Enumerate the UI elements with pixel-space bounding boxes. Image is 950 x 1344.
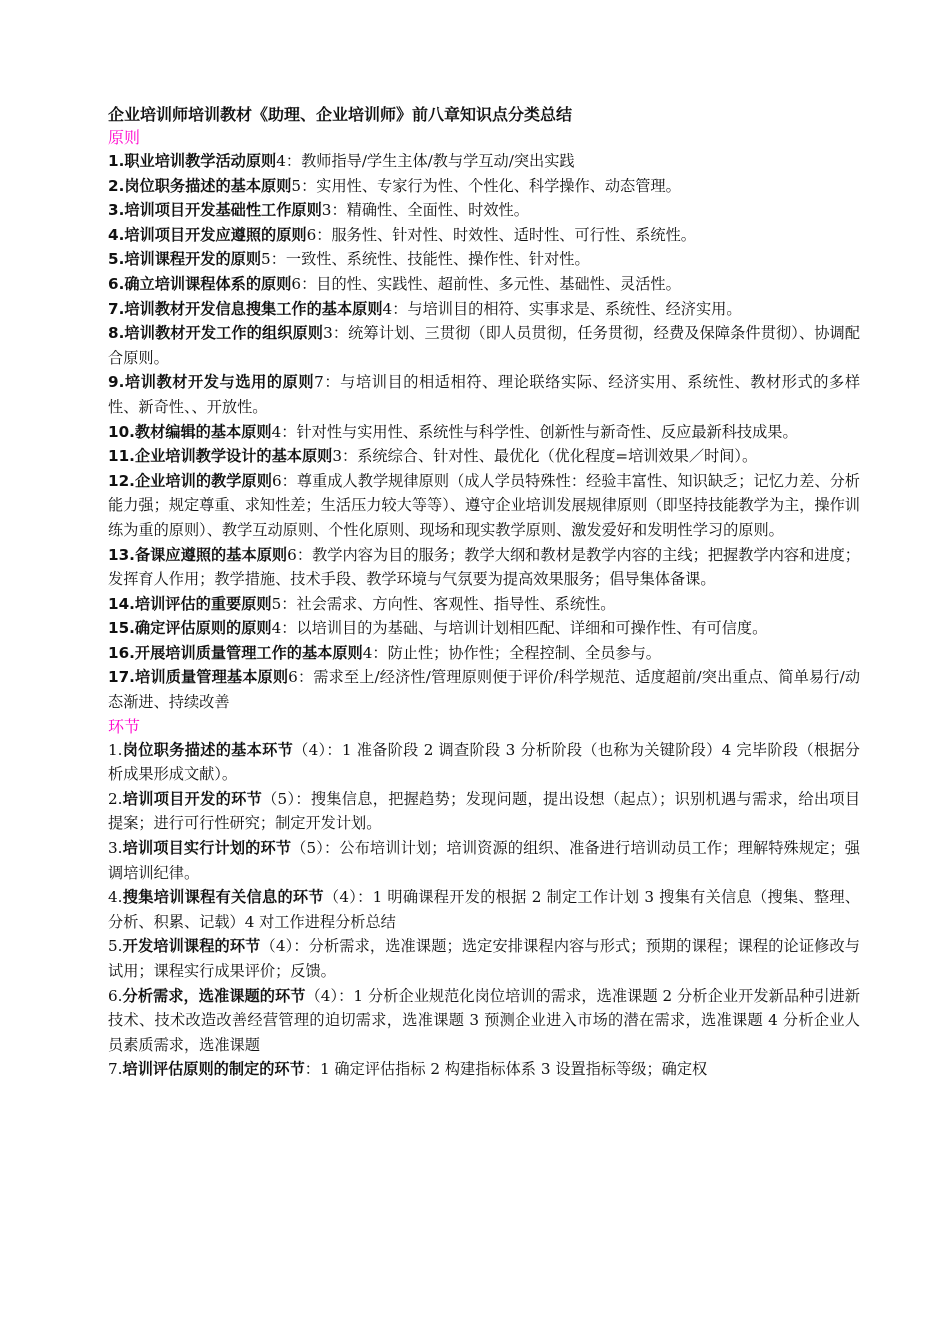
item-heading: 培训项目实行计划的环节 <box>122 839 292 858</box>
item-number: 14. <box>108 594 135 613</box>
list-item <box>108 543 860 592</box>
item-body: 5：实用性、专家行为性、个性化、科学操作、动态管理。 <box>291 176 681 195</box>
item-body: 4：教师指导/学生主体/教与学互动/突出实践 <box>276 152 575 170</box>
list-item <box>108 665 860 714</box>
list-item <box>108 198 860 223</box>
item-number: 4. <box>108 888 123 907</box>
list-item <box>108 1057 860 1082</box>
list-item <box>108 641 860 666</box>
item-body: （5）：搜集信息，把握趋势；发现问题，提出设想（起点）；识别机遇与需求，给出项目提案；进行可行性研究；制定开发计划。 <box>108 789 861 833</box>
list-item <box>108 934 860 983</box>
item-number: 3. <box>108 201 125 220</box>
item-heading: 教材编辑的基本原则 <box>134 422 272 441</box>
list-item <box>108 420 860 445</box>
item-body: 4：以培训目的为基础、与培训计划相匹配、详细和可操作性、有可信度。 <box>271 619 768 638</box>
item-number: 2. <box>108 176 125 195</box>
item-heading: 开发培训课程的环节 <box>122 937 261 956</box>
section-heading-steps: 环节 <box>108 716 141 736</box>
list-item <box>108 247 860 272</box>
item-number: 3. <box>108 839 123 858</box>
item-heading: 职业培训教学活动原则 <box>124 152 277 170</box>
item-number: 1. <box>108 740 123 759</box>
list-item <box>108 592 860 617</box>
item-heading: 搜集培训课程有关信息的环节 <box>122 888 324 907</box>
item-number: 6. <box>108 274 125 293</box>
list-item <box>108 272 860 297</box>
item-body: 6：尊重成人教学规律原则（成人学员特殊性：经验丰富性、知识缺乏；记忆力差、分析能力强；规定尊重、求知性差；生活压力较大等等）、遵守企业培训发展规律原则（即坚持技能教学为主，操作训练为重的原则）、教学互动原则、个性化原则、现场和现实教学原则、激发爱好和发明性学习的原则。 <box>108 471 860 539</box>
item-body: 3：系统综合、针对性、最优化（优化程度=培训效果／时间）。 <box>332 447 758 466</box>
item-number: 9. <box>108 373 125 392</box>
item-number: 4. <box>108 225 125 244</box>
list-item <box>108 174 860 199</box>
item-body: 5：社会需求、方向性、客观性、指导性、系统性。 <box>271 594 616 613</box>
item-number: 11. <box>108 447 135 466</box>
list-item <box>108 469 860 543</box>
list-item <box>108 370 860 419</box>
document-page <box>108 104 860 1082</box>
list-item <box>108 223 860 248</box>
item-heading: 企业培训教学设计的基本原则 <box>134 447 333 466</box>
item-heading: 培训质量管理基本原则 <box>134 668 289 687</box>
item-heading: 培训教材开发与选用的原则 <box>124 373 315 392</box>
item-heading: 培训评估的重要原则 <box>134 594 272 613</box>
item-body: ：1 确定评估指标 2 构建指标体系 3 设置指标等级；确定权 <box>304 1060 708 1079</box>
item-body: （5）：公布培训计划；培训资源的组织、准备进行培训动员工作；理解特殊规定；强调培训纪律。 <box>108 839 860 882</box>
item-number: 7. <box>108 1060 123 1079</box>
item-body: 5：一致性、系统性、技能性、操作性、针对性。 <box>261 250 590 269</box>
item-number: 15. <box>108 619 135 638</box>
item-number: 5. <box>108 937 123 956</box>
item-number: 13. <box>108 545 135 564</box>
item-heading: 培训评估原则的制定的环节 <box>122 1060 305 1079</box>
item-number: 17. <box>108 668 135 687</box>
steps-list <box>108 738 860 1082</box>
item-heading: 培训教材开发信息搜集工作的基本原则 <box>124 299 383 318</box>
item-body: 4：针对性与实用性、系统性与科学性、创新性与新奇性、反应最新科技成果。 <box>271 422 798 441</box>
item-body: 6：需求至上/经济性/管理原则便于评价/科学规范、适度超前/突出重点、简单易行/动态渐进、持续改善 <box>108 668 861 712</box>
item-heading: 确立培训课程体系的原则 <box>124 274 292 293</box>
item-number: 12. <box>108 471 135 490</box>
principles-list <box>108 149 860 715</box>
item-body: （4）：分析需求，选准课题；选定安排课程内容与形式；预期的课程；课程的论证修改与试用；课程实行成果评价；反馈。 <box>108 937 860 980</box>
list-item <box>108 885 860 934</box>
item-body: 4：防止性；协作性；全程控制、全员参与。 <box>362 643 661 662</box>
item-body: 7：与培训目的相适相符、理论联络实际、经济实用、系统性、教材形式的多样性、新奇性、、开放性。 <box>108 373 861 416</box>
item-number: 6. <box>108 986 123 1005</box>
item-number: 10. <box>108 422 135 441</box>
item-body: 3：精确性、全面性、时效性。 <box>321 201 529 220</box>
item-heading: 培训项目开发基础性工作原则 <box>124 201 322 220</box>
list-item <box>108 616 860 641</box>
list-item <box>108 984 860 1058</box>
item-heading: 培训教材开发工作的组织原则 <box>124 324 324 343</box>
item-heading: 岗位职务描述的基本原则 <box>124 176 292 195</box>
list-item <box>108 738 860 787</box>
item-body: 6：教学内容为目的服务；教学大纲和教材是教学内容的主线；把握教学内容和进度；发挥育人作用；教学措施、技术手段、教学环境与气氛要为提高效果服务；倡导集体备课。 <box>108 545 860 589</box>
item-heading: 开展培训质量管理工作的基本原则 <box>134 643 363 662</box>
item-body: 6：目的性、实践性、超前性、多元性、基础性、灵活性。 <box>291 274 681 293</box>
item-number: 5. <box>108 250 125 269</box>
item-heading: 培训项目开发的环节 <box>122 789 263 808</box>
item-number: 2. <box>108 789 123 808</box>
item-heading: 备课应遵照的基本原则 <box>134 545 288 564</box>
list-item <box>108 444 860 469</box>
item-number: 7. <box>108 299 125 318</box>
item-heading: 培训课程开发的原则 <box>124 250 262 269</box>
item-heading: 分析需求，选准课题的环节 <box>122 986 306 1005</box>
item-heading: 确定评估原则的原则 <box>134 619 272 638</box>
item-heading: 企业培训的教学原则 <box>134 471 272 490</box>
item-body: （4）：1 明确课程开发的根据 2 制定工作计划 3 搜集有关信息（搜集、整理、分析、积累、记载）4 对工作进程分析总结 <box>108 888 860 931</box>
list-item <box>108 321 860 370</box>
item-number: 16. <box>108 643 135 662</box>
document-title: 企业培训师培训教材《助理、企业培训师》前八章知识点分类总结 <box>108 105 573 124</box>
item-body: 6：服务性、针对性、时效性、适时性、可行性、系统性。 <box>306 225 696 244</box>
item-heading: 培训项目开发应遵照的原则 <box>124 225 307 244</box>
list-item <box>108 297 860 322</box>
list-item <box>108 787 860 836</box>
item-body: （4）：1 分析企业规范化岗位培训的需求，选准课题 2 分析企业开发新品种引进新技术、技术改造改善经营管理的迫切需求，选准课题 3 预测企业进入市场的潜在需求，选准课题 4 分析企业人员素质需求，选准课题 <box>108 986 860 1054</box>
list-item <box>108 149 860 174</box>
section-heading-principles: 原则 <box>108 128 141 147</box>
item-body: 3：统筹计划、三贯彻（即人员贯彻，任务贯彻，经费及保障条件贯彻）、协调配合原则。 <box>108 324 860 367</box>
item-number: 1. <box>108 152 125 170</box>
list-item <box>108 836 860 885</box>
item-body: 4：与培训目的相符、实事求是、系统性、经济实用。 <box>382 299 742 318</box>
item-heading: 岗位职务描述的基本环节 <box>122 740 294 759</box>
item-body: （4）：1 准备阶段 2 调查阶段 3 分析阶段（也称为关键阶段）4 完毕阶段（根据分析成果形成文献）。 <box>108 740 860 784</box>
item-number: 8. <box>108 324 125 343</box>
